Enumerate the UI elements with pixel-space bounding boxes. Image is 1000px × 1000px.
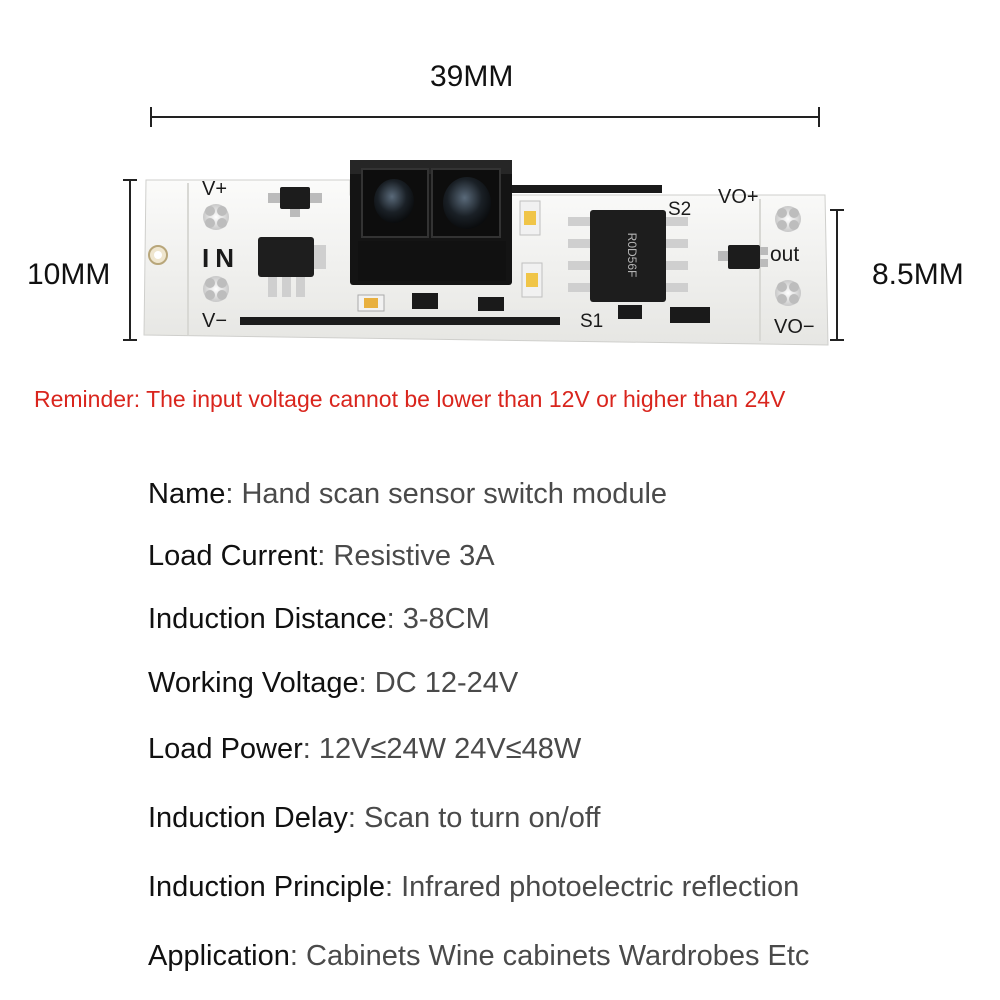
spec-key: Load Power bbox=[148, 733, 303, 765]
transistor-top bbox=[280, 187, 310, 209]
resistor-3 bbox=[478, 297, 504, 311]
spec-row-load-power: Load Power: 12V≤24W 24V≤48W bbox=[148, 733, 582, 765]
spec-row-induction-principle: Induction Principle: Infrared photoelectric reflection bbox=[148, 871, 800, 903]
spec-value: 12V≤24W 24V≤48W bbox=[318, 733, 582, 765]
spec-value: DC 12-24V bbox=[374, 667, 519, 699]
height-right-dimension-label: 8.5MM bbox=[872, 258, 964, 291]
spec-row-name: Name: Hand scan sensor switch module bbox=[148, 478, 668, 510]
silk-s2: S2 bbox=[668, 199, 692, 220]
pad-v-plus bbox=[203, 204, 229, 230]
spec-value: Hand scan sensor switch module bbox=[241, 478, 668, 510]
spec-key: Name bbox=[148, 478, 226, 510]
width-dimension-tick-right bbox=[818, 107, 820, 127]
spec-key: Induction Principle bbox=[148, 871, 385, 903]
voltage-regulator bbox=[258, 237, 314, 277]
spec-key: Load Current bbox=[148, 540, 318, 572]
silk-vo-plus: VO+ bbox=[718, 186, 759, 208]
resistor-2 bbox=[412, 293, 438, 309]
spec-value: Cabinets Wine cabinets Wardrobes Etc bbox=[306, 940, 810, 972]
spec-row-load-current: Load Current: Resistive 3A bbox=[148, 540, 495, 572]
spec-value: 3-8CM bbox=[402, 603, 490, 635]
width-dimension-tick-left bbox=[150, 107, 152, 127]
spec-row-application: Application: Cabinets Wine cabinets Wardrobes Etc bbox=[148, 940, 810, 972]
height-right-tick-top bbox=[830, 209, 844, 211]
spec-row-induction-distance: Induction Distance: 3-8CM bbox=[148, 603, 490, 635]
spec-value: Infrared photoelectric reflection bbox=[401, 871, 800, 903]
voltage-reminder: Reminder: The input voltage cannot be lower than 12V or higher than 24V bbox=[34, 386, 786, 412]
silk-out: out bbox=[770, 243, 800, 266]
height-right-tick-bottom bbox=[830, 339, 844, 341]
spec-key: Working Voltage bbox=[148, 667, 359, 699]
height-right-dimension-line bbox=[836, 210, 838, 340]
height-left-tick-bottom bbox=[123, 339, 137, 341]
output-mosfet bbox=[728, 245, 760, 269]
silk-in: IN bbox=[202, 243, 240, 273]
spec-value: Scan to turn on/off bbox=[364, 802, 601, 834]
silk-vo-minus: VO− bbox=[774, 316, 815, 338]
sensor-module-board bbox=[140, 155, 830, 350]
silk-v-minus: V− bbox=[202, 310, 228, 332]
resistor-4 bbox=[618, 305, 642, 319]
board-illustration bbox=[140, 155, 830, 350]
spec-key: Induction Delay bbox=[148, 802, 348, 834]
pad-vo-plus bbox=[775, 206, 801, 232]
resistor-5 bbox=[670, 307, 710, 323]
height-left-dimension-label: 10MM bbox=[27, 258, 111, 291]
width-dimension-label: 39MM bbox=[430, 60, 514, 93]
silk-s1: S1 bbox=[580, 311, 604, 332]
pad-vo-minus bbox=[775, 280, 801, 306]
height-left-tick-top bbox=[123, 179, 137, 181]
ic-marking: R0D56F bbox=[625, 232, 639, 278]
spec-row-induction-delay: Induction Delay: Scan to turn on/off bbox=[148, 802, 601, 834]
silk-v-plus: V+ bbox=[202, 178, 228, 200]
spec-key: Application bbox=[148, 940, 290, 972]
spec-row-working-voltage: Working Voltage: DC 12-24V bbox=[148, 667, 519, 699]
height-left-dimension-line bbox=[129, 180, 131, 340]
spec-key: Induction Distance bbox=[148, 603, 387, 635]
width-dimension-line bbox=[151, 116, 819, 118]
pad-v-minus bbox=[203, 276, 229, 302]
spec-value: Resistive 3A bbox=[333, 540, 495, 572]
